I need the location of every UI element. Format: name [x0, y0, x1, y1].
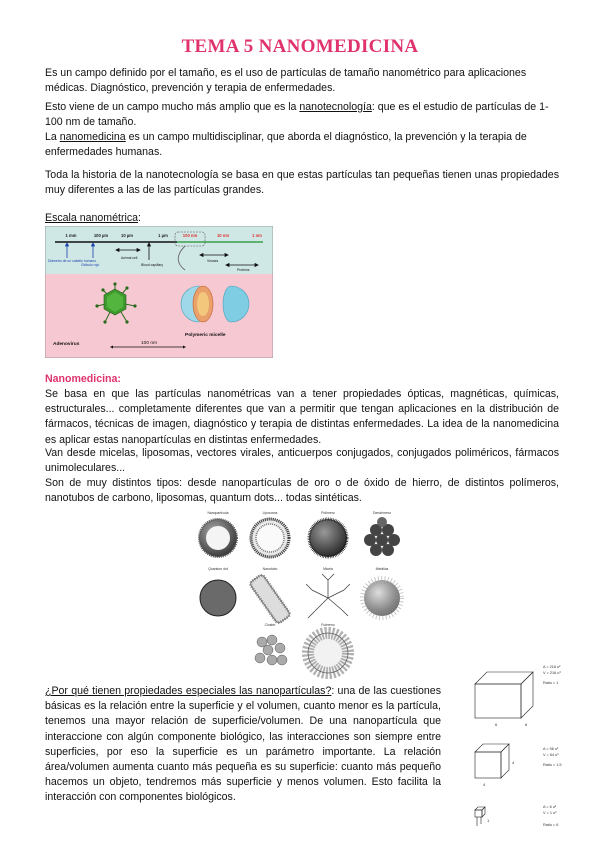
cube-medium-area: A = 96 u²	[543, 747, 559, 751]
cubes-figure	[455, 660, 595, 842]
cube-medium	[475, 744, 509, 778]
why-paragraph	[45, 684, 441, 806]
particle-fullerene	[308, 633, 348, 673]
cube-small-side: 1	[487, 818, 490, 823]
cube-medium-side-2: 4	[512, 760, 515, 765]
particle-cluster	[364, 517, 400, 556]
tick-label-100nm: 100 nm	[182, 233, 198, 238]
nanomedicina-paragraph-2: Van desde micelas, liposomas, vectores virales, anticuerpos conjugados, conjugados poliméricos, fármacos unimoleculares...	[45, 447, 559, 475]
nanomedicina-heading: Nanomedicina:	[45, 373, 121, 385]
cube-small-area: A = 6 u²	[543, 805, 557, 809]
intro-paragraph-2	[45, 100, 559, 130]
cube-small-volume: V = 1 u³	[543, 811, 557, 815]
why-question: ¿Por qué tienen propiedades especiales las nanopartículas?	[45, 685, 332, 697]
intro-p3-pre: La	[45, 131, 60, 143]
tick-label-100um: 100 µm	[93, 233, 109, 238]
tick-label-1um: 1 µm	[158, 233, 168, 238]
scale-heading	[45, 211, 559, 226]
particle-dotted	[364, 580, 400, 616]
label-viruses: Viruses	[207, 259, 219, 263]
intro-paragraph-4: Toda la historia de la nanotecnología se basa en que estas partículas tan pequeñas tienen unas propiedades muy diferentes a las de las partículas grandes.	[45, 169, 559, 197]
particle-types-figure	[190, 508, 420, 680]
cube-large-volume: V = 216 u³	[543, 671, 561, 675]
intro-paragraph-3	[45, 130, 559, 160]
tick-label-1mm: 1 mm	[65, 233, 77, 238]
particle-label-1: Nanopartícula	[207, 511, 229, 515]
label-size-100nm: 100 nm	[141, 341, 157, 346]
particle-label-9: Cluster	[264, 623, 276, 627]
intro-p2-pre: Esto viene de un campo mucho más amplio que es la	[45, 101, 300, 113]
tick-label-10nm: 10 nm	[216, 233, 230, 238]
tick-label-10um: 10 µm	[121, 233, 133, 238]
intro-p3-post: es un campo multidisciplinar, que aborda el diagnóstico, la prevención y la terapia de enfermedades humanas.	[45, 131, 527, 159]
label-proteins: Proteins	[237, 268, 250, 272]
particle-label-3: Polímero	[321, 511, 335, 515]
particle-label-4: Dendrímero	[373, 511, 391, 515]
particle-label-7: Micela	[323, 567, 333, 571]
nanoscale-figure	[45, 226, 273, 358]
particle-liposome	[251, 519, 289, 557]
cube-large-side-2: 6	[525, 722, 528, 727]
particle-solid	[200, 580, 236, 616]
intro-p2-post: : que es el estudio de partículas de 1-100 nm de tamaño.	[45, 101, 549, 129]
particle-dendrimer	[306, 574, 350, 618]
particle-polymer	[309, 519, 347, 557]
cube-medium-ratio: Ratio = 1.5	[543, 763, 562, 767]
scale-heading-text: Escala nanométrica	[45, 212, 139, 224]
cube-small	[475, 807, 485, 826]
label-red-cell: Glóbulo rojo	[81, 263, 100, 267]
particle-nanotube	[249, 574, 291, 624]
label-micelle: Polymeric micelle	[185, 333, 226, 338]
nanomedicina-paragraph-1: Se basa en que las partículas nanométricas van a tener propiedades ópticas, magnéticas, químicas, estructurales... completamente diferentes que van a permitir que tengan aplicaciones en la distribución de fármacos, técnicas de imagen, diagnóstico y terapia de distintas enfermedades. La idea de la nanomedicina es aplicar estas nanopartículas en distintas enfermedades.	[45, 388, 559, 446]
cube-medium-side: 4	[483, 782, 486, 787]
particle-label-8: Metálica	[375, 567, 389, 571]
label-adenovirus: Adenovirus	[53, 342, 80, 347]
cube-large-side: 6	[495, 722, 498, 727]
label-blood-capillary: Blood capillary	[141, 263, 164, 267]
particle-label-2: Liposoma	[262, 511, 278, 515]
particle-label-6: Nanotubo	[262, 567, 278, 571]
scale-heading-colon: :	[138, 212, 141, 224]
cube-large	[475, 672, 533, 718]
particle-bead-cluster	[255, 635, 287, 665]
cube-large-ratio: Ratio = 1	[543, 681, 559, 685]
particle-label-10: Fulereno	[321, 623, 335, 627]
page-title: TEMA 5 NANOMEDICINA	[181, 36, 419, 57]
nanomedicina-paragraph-3: Son de muy distintos tipos: desde nanopartículas de oro o de óxido de hierro, de distintos polímeros, nanotubos de carbono, liposomas, quantum dots... todas sintéticas.	[45, 477, 559, 505]
nanomedicina-term: nanomedicina	[59, 131, 126, 143]
nanotecnologia-term: nanotecnología	[299, 101, 372, 113]
intro-paragraph-1: Es un campo definido por el tamaño, es el uso de partículas de tamaño nanométrico para aplicaciones médicas. Diagnóstico, prevención y terapia de enfermedades.	[45, 67, 527, 95]
cube-large-area: A = 216 u²	[543, 665, 561, 669]
particle-label-5: Quantum dot	[208, 567, 228, 571]
particle-shell	[199, 519, 237, 557]
label-animal-cell: Animal cell	[121, 256, 138, 260]
why-text: : una de las cuestiones básicas es la relación entre la superficie y el volumen, cuanto menor es la partícula, tenemos una mayor relación de superficie/volumen. De una nanopartícula que interaccione con algún componente biológico, las interacciones son siempre entre superficies, por eso la superficie es un parámetro importante. La relación área/volumen aumenta cuanto más pequeña es su superficie: cuanto más pequeño hacemos un objeto, tendremos más superficie y menos volumen. Esto facilita la interacción con componentes biológicos.	[45, 685, 441, 804]
cube-medium-volume: V = 64 u³	[543, 753, 559, 757]
label-human-hair: Diámetro de un cabello humano	[48, 259, 97, 263]
tick-label-1nm: 1 nm	[252, 233, 262, 238]
cube-small-ratio: Ratio = 6	[543, 823, 559, 827]
